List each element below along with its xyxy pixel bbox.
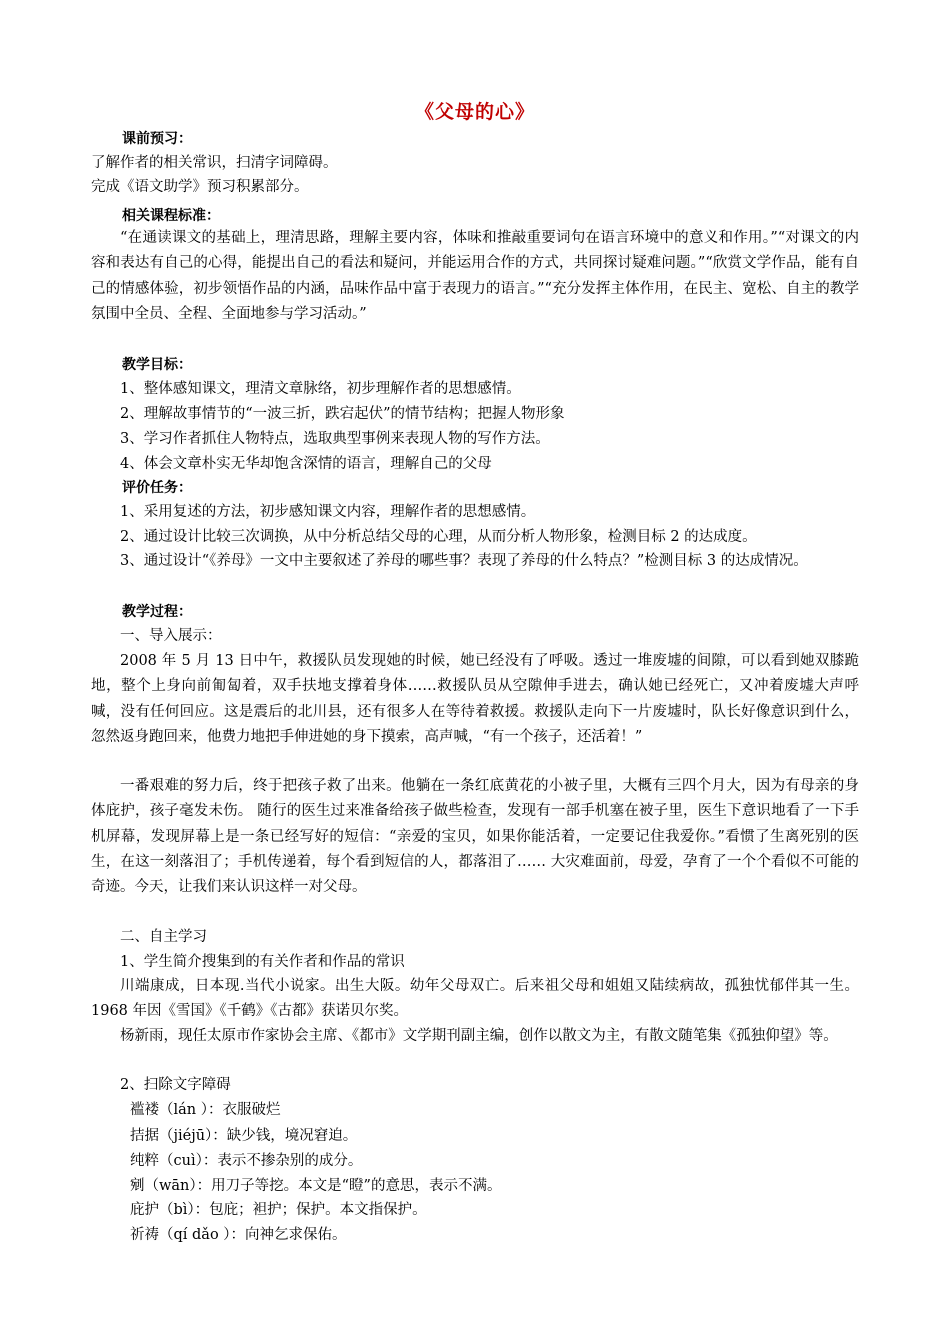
assessment-heading: 评价任务： — [122, 480, 192, 496]
goal-item-2: 2、理解故事情节的“一波三折，跌宕起伏”的情节结构；把握人物形象 — [120, 406, 565, 422]
vocab-item: 褴褛（lán ）：衣服破烂 — [130, 1102, 281, 1118]
vocab-item: 剜（wān）：用刀子等挖。本文是“瞪”的意思，表示不满。 — [130, 1178, 502, 1194]
goals-heading: 教学目标： — [122, 357, 192, 373]
self-study-sub-2: 2、扫除文字障碍 — [120, 1077, 231, 1093]
assessment-item-1: 1、采用复述的方法，初步感知课文内容，理解作者的思想感情。 — [120, 504, 536, 520]
author-kawabata-paragraph: 川端康成，日本现.当代小说家。出生大阪。幼年父母双亡。后来祖父母和姐姐又陆续病故，孤独忧郁伴其一生。 1968 年因《雪国》《千鹤》《古都》获诺贝尔奖。 — [91, 978, 859, 1020]
document-title: 《父母的心》 — [414, 101, 535, 123]
author-yang-paragraph: 杨新雨，现任太原市作家协会主席、《都市》文学期刊副主编，创作以散文为主，有散文随笔集《孤独仰望》等。 — [120, 1028, 838, 1044]
self-study-sub-1: 1、学生简介搜集到的有关作者和作品的常识 — [120, 954, 405, 970]
vocab-item: 庇护（bì）：包庇；袒护；保护。本文指保护。 — [130, 1202, 427, 1218]
vocab-item: 纯粹（cuì）：表示不掺杂别的成分。 — [130, 1153, 363, 1169]
intro-story-paragraph-1: 2008 年 5 月 13 日中午，救援队员发现她的时候，她已经没有了呼吸。透过一堆废墟的间隙，可以看到她双膝跪地，整个上身向前匍匐着，双手扶地支撑着身体……救援队员从空隙伸手进去，确认她已经死亡，又冲着废墟大声呼喊，没有任何回应。这是震后的北川县，还有很多人在等待着救援。救援队走向下一片废墟时，队长好像意识到什么，忽然返身跑回来，他费力地把手伸进她的身下摸索，高声喊，“有一个孩子，还活着！” — [91, 653, 859, 745]
standards-paragraph: “在通读课文的基础上，理清思路，理解主要内容，体味和推敲重要词句在语言环境中的意义和作用。”“对课文的内容和表达有自己的心得，能提出自己的看法和疑问，并能运用合作的方式，共同探讨疑难问题。”“欣赏文学作品，能有自己的情感体验，初步领悟作品的内涵，品味作品中富于表现力的语言。”“充分发挥主体作用，在民主、宽松、自主的教学氛围中全员、全程、全面地参与学习活动。” — [91, 230, 859, 322]
standards-heading: 相关课程标准： — [122, 208, 220, 224]
goal-item-4: 4、体会文章朴实无华却饱含深情的语言，理解自己的父母 — [120, 456, 492, 472]
vocab-item: 祈祷（qí dǎo ）：向神乞求保佑。 — [130, 1227, 347, 1243]
section-self-study-heading: 二、自主学习 — [120, 929, 207, 945]
assessment-item-3: 3、通过设计“《养母》一文中主要叙述了养母的哪些事？表现了养母的什么特点？”检测目标 3 的达成情况。 — [120, 553, 808, 569]
process-heading: 教学过程： — [122, 604, 192, 620]
vocab-item: 拮据（jiéjū）：缺少钱，境况窘迫。 — [130, 1128, 358, 1144]
section-intro-heading: 一、导入展示： — [120, 628, 222, 644]
assessment-item-2: 2、通过设计比较三次调换，从中分析总结父母的心理，从而分析人物形象，检测目标 2 的达成度。 — [120, 529, 757, 545]
preview-heading: 课前预习： — [122, 131, 192, 147]
preview-line-1: 了解作者的相关常识，扫清字词障碍。 — [91, 155, 338, 171]
goal-item-1: 1、整体感知课文，理清文章脉络，初步理解作者的思想感情。 — [120, 381, 521, 397]
goal-item-3: 3、学习作者抓住人物特点，选取典型事例来表现人物的写作方法。 — [120, 431, 550, 447]
intro-story-paragraph-2: 一番艰难的努力后，终于把孩子救了出来。他躺在一条红底黄花的小被子里，大概有三四个月大，因为有母亲的身体庇护，孩子毫发未伤。 随行的医生过来准备给孩子做些检查，发现有一部手机塞在被子里，医生下意识地看了一下手机屏幕，发现屏幕上是一条已经写好的短信：“亲爱的宝贝，如果你能活着，一定要记住我爱你。”看惯了生离死别的医生，在这一刻落泪了；手机传递着，每个看到短信的人，都落泪了…… 大灾难面前，母爱，孕育了一个个看似不可能的奇迹。今天，让我们来认识这样一对父母。 — [91, 778, 859, 896]
preview-line-2: 完成《语文助学》预习积累部分。 — [91, 179, 309, 195]
